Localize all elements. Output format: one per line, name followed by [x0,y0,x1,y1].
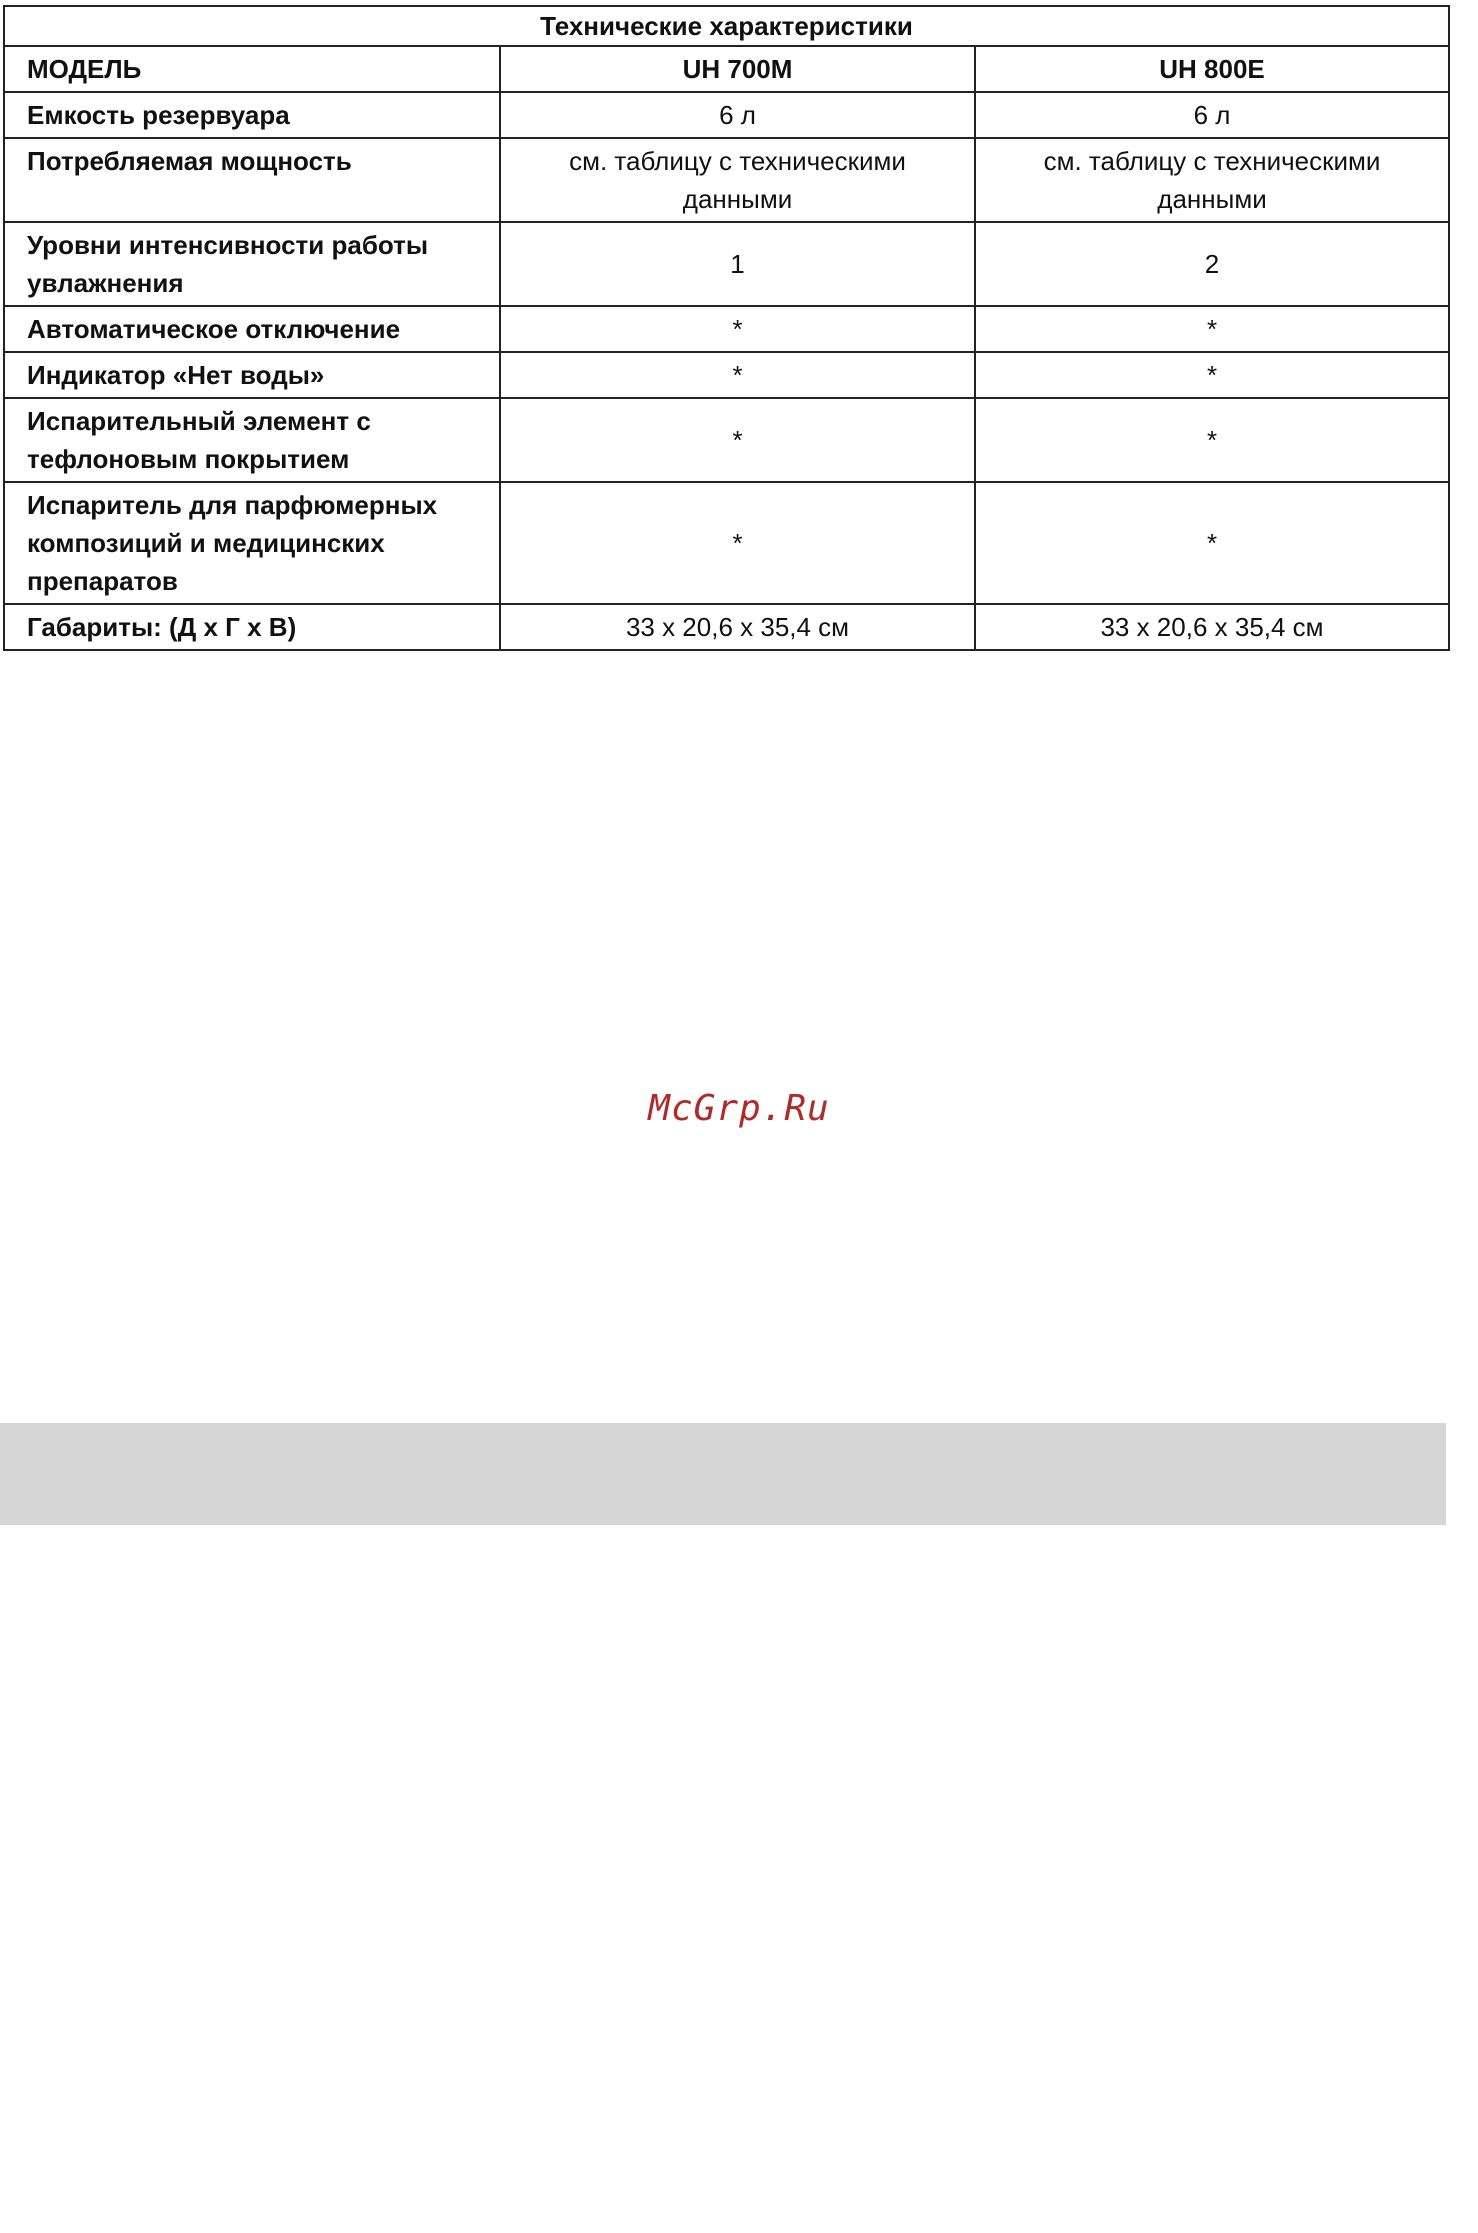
table-row [4,352,1449,398]
table-row [4,482,1449,604]
row-label: Уровни интенсивности работы увлажнения [4,222,500,306]
table-row [4,604,1449,650]
table-title: Технические характеристики [4,6,1449,46]
model-uh800e: UH 800E [975,46,1449,92]
row-label: Испаритель для парфюмерных композиций и медицинских препаратов [4,482,500,604]
row-value: * [975,306,1449,352]
row-value: 2 [975,222,1449,306]
gray-band [0,1423,1446,1525]
row-value: * [975,482,1449,604]
row-value: 6 л [500,92,975,138]
row-value: * [975,398,1449,482]
row-value: * [500,352,975,398]
table-row [4,92,1449,138]
row-value: 33 x 20,6 x 35,4 см [975,604,1449,650]
table-row [4,306,1449,352]
row-label: Испарительный элемент с тефлоновым покрытием [4,398,500,482]
table-header-row [4,46,1449,92]
row-value: см. таблицу с техническими данными [500,138,975,222]
row-value: см. таблицу с техническими данными [975,138,1449,222]
header-label: МОДЕЛЬ [4,46,500,92]
row-label: Габариты: (Д x Г x В) [4,604,500,650]
row-label: Емкость резервуара [4,92,500,138]
table-row [4,398,1449,482]
model-uh700m: UH 700M [500,46,975,92]
row-value: * [500,482,975,604]
row-value: 1 [500,222,975,306]
row-label: Автоматическое отключение [4,306,500,352]
table-row [4,222,1449,306]
watermark: McGrp.Ru [648,1088,830,1129]
row-label: Индикатор «Нет воды» [4,352,500,398]
row-value: 33 x 20,6 x 35,4 см [500,604,975,650]
row-value: * [975,352,1449,398]
table-title-row [4,6,1449,46]
spec-table [3,5,1450,651]
row-label: Потребляемая мощность [4,138,500,222]
row-value: * [500,398,975,482]
table-row [4,138,1449,222]
row-value: * [500,306,975,352]
row-value: 6 л [975,92,1449,138]
